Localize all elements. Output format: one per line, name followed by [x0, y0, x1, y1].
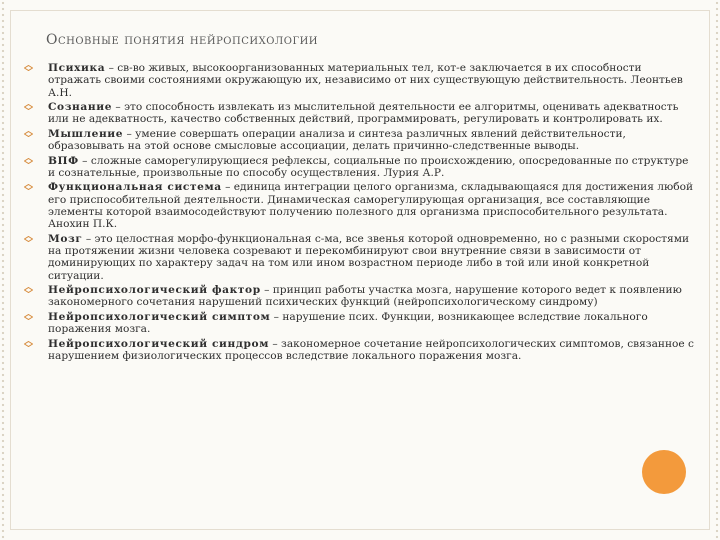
slide-title: Основные понятия нейропсихологии [46, 32, 319, 48]
definition-text: – умение совершать операции анализа и синтеза различных явлений действительности, образовывать на этой основе смысловые ассоциации, делать причинно-следственные выводы. [48, 127, 626, 153]
diamond-bullet-icon [24, 65, 33, 71]
list-item [22, 284, 694, 309]
diamond-bullet-icon [24, 341, 33, 347]
list-item [22, 181, 694, 230]
definition-text: – это способность извлекать из мыслительной деятельности ее алгоритмы, оценивать адекватность или не адекватность, качество собственных действий, программировать, регулировать и контролировать их. [48, 101, 679, 126]
diamond-bullet-icon [24, 236, 33, 242]
list-item [22, 155, 694, 180]
definition-text: – сложные саморегулирующиеся рефлексы, социальные по происхождению, опосредованные по структуре и сознательные, произвольные по способу осуществления. Лурия А.Р. [48, 154, 689, 179]
diamond-bullet-icon [24, 287, 33, 293]
term-label: Психика [48, 62, 106, 74]
term-label: Нейропсихологический симптом [48, 310, 271, 323]
term-label: Мышление [48, 127, 124, 140]
list-item [22, 338, 694, 363]
term-label: Нейропсихологический фактор [48, 284, 261, 297]
term-label: Мозг [48, 232, 83, 245]
list-item [22, 101, 694, 126]
definition-text: – это целостная морфо-функциональная с-ма, все звенья которой одновременно, но с разными скоростями на протяжении жизни человека созревают и перекомбинируют свои внутренние связи в зависимости от доминирующих по характеру задач на том или ином возрастном периоде либо в той или иной конкретной ситуации. [48, 232, 690, 282]
term-label: Сознание [48, 101, 113, 114]
definition-text: – единица интеграции целого организма, складывающаяся для достижения любой его приспособительной деятельности. Динамическая саморегулирующая организация, все составляющие элементы которой взаимосодействуют получению полезного для организма приспособительного результата. Анохин П.К. [48, 181, 694, 231]
diamond-bullet-icon [24, 158, 33, 164]
term-label: ВПФ [48, 154, 79, 167]
right-dot-border [714, 0, 720, 540]
bullet-list [22, 62, 694, 365]
orange-circle-decoration [642, 450, 686, 494]
list-item [22, 62, 694, 99]
diamond-bullet-icon [24, 131, 33, 137]
diamond-bullet-icon [24, 184, 33, 190]
definition-text: – св-во живых, высокоорганизованных материальных тел, кот-е заключается в их способности отражать своими состояниями окружающую их, независимо от них существующую действительность. Леонтьев А.Н. [48, 62, 683, 99]
term-label: Нейропсихологический синдром [48, 337, 270, 350]
definition-text: – принцип работы участка мозга, нарушение которого ведет к появлению закономерного сочетания нарушений психических функций (нейропсихологическому синдрому) [48, 284, 682, 309]
left-dot-border [0, 0, 6, 540]
list-item [22, 128, 694, 153]
list-item [22, 311, 694, 336]
term-label: Функциональная система [48, 181, 222, 194]
list-item [22, 233, 694, 282]
definition-text: – нарушение псих. Функции, возникающее вследствие локального поражения мозга. [48, 310, 648, 336]
diamond-bullet-icon [24, 104, 33, 110]
diamond-bullet-icon [24, 314, 33, 320]
definition-text: – закономерное сочетание нейропсихологических симптомов, связанное с нарушением физиологических процессов вследствие локального поражения мозга. [48, 337, 694, 363]
